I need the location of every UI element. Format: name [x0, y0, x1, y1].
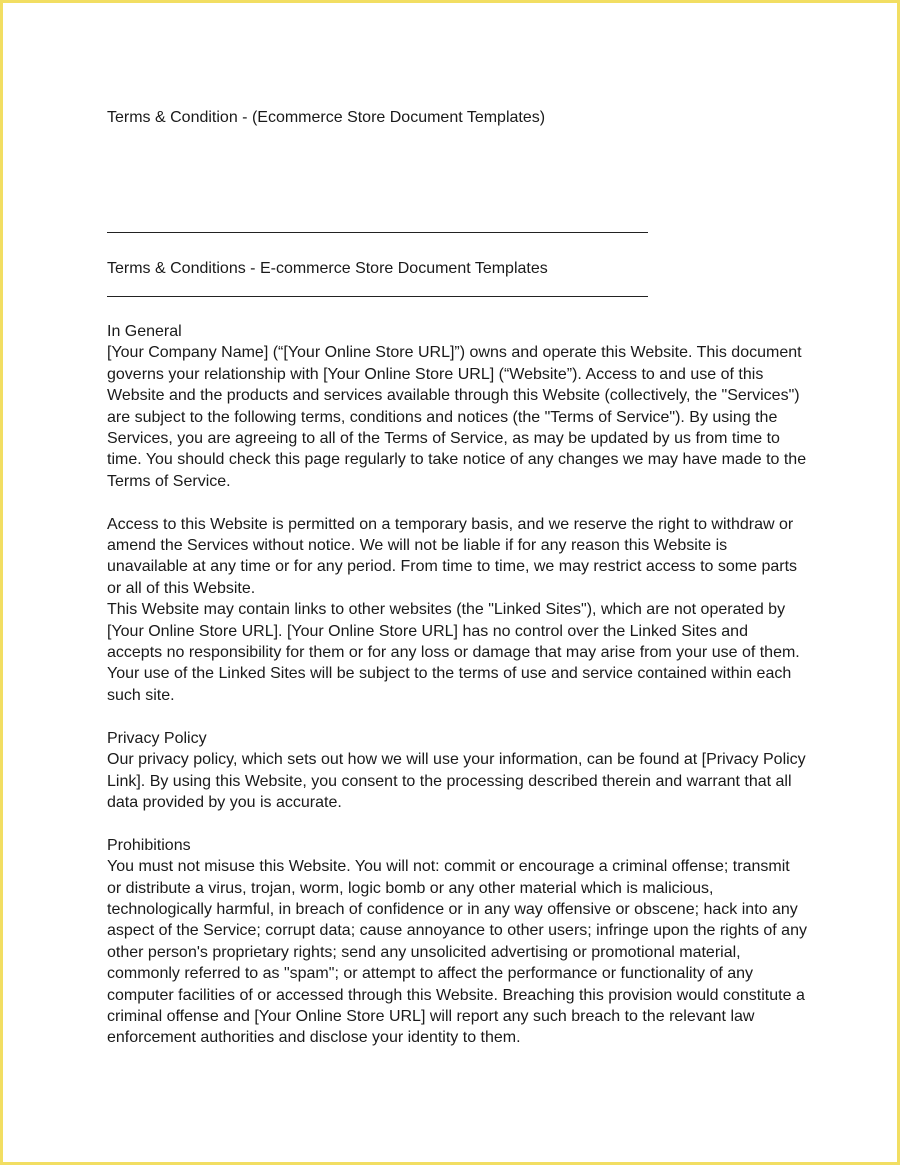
section-heading-prohibitions: Prohibitions: [107, 836, 191, 854]
document-body: [107, 321, 807, 1070]
paragraph-in-general: [Your Company Name] (“[Your Online Store URL]”) owns and operate this Website. This document governs your relationship with [Your Online Store URL] (“Website”). Access to and use of this Website and the products and services available through this Website (collectively, the "Services") are subject to the following terms, conditions and notices (the "Terms of Service"). By using the Services, you are agreeing to all of the Terms of Service, as may be updated by us from time to time. You should check this page regularly to take notice of any changes we may have made to the Terms of Service.: [107, 344, 807, 490]
section-privacy-policy: [107, 728, 807, 814]
section-heading-in-general: In General: [107, 323, 182, 340]
document-title: Terms & Condition - (Ecommerce Store Document Templates): [107, 109, 546, 126]
section-heading-privacy-policy: Privacy Policy: [107, 729, 207, 747]
section-in-general: [107, 321, 807, 492]
section-prohibitions: [107, 835, 807, 1049]
paragraph-access: Access to this Website is permitted on a temporary basis, and we reserve the right to withdraw or amend the Services without notice. We will not be liable if for any reason this Website is unavailable at any time or for any period. From time to time, we may restrict access to some parts or all of this Website.: [107, 515, 798, 597]
paragraph-prohibitions: You must not misuse this Website. You will not: commit or encourage a criminal offense; transmit or distribute a virus, trojan, worm, logic bomb or any other material which is malicious, technologically harmful, in breach of confidence or in any way offensive or obscene; hack into any aspect of the Service; corrupt data; cause annoyance to other users; infringe upon the rights of any other person's proprietary rights; send any unsolicited advertising or promotional material, commonly referred to as "spam"; or attempt to affect the performance or functionality of any computer facilities of or accessed through this Website. Breaching this provision would constitute a criminal offense and [Your Online Store URL] will report any such breach to the relevant law enforcement authorities and disclose your identity to them.: [107, 858, 807, 1047]
section-access: [107, 514, 807, 707]
paragraph-linked-sites: This Website may contain links to other websites (the "Linked Sites"), which are not operated by [Your Online Store URL]. [Your Online Store URL] has no control over the Linked Sites and accepts no responsibility for them or for any loss or damage that may arise from your use of them. Your use of the Linked Sites will be subject to the terms of use and service contained within each such site.: [107, 601, 800, 704]
paragraph-privacy-policy: Our privacy policy, which sets out how we will use your information, can be found at [Privacy Policy Link]. By using this Website, you consent to the processing described therein and warrant that all data provided by you is accurate.: [107, 751, 806, 811]
title-rule-top: [107, 232, 648, 233]
document-subtitle: Terms & Conditions - E-commerce Store Document Templates: [107, 260, 548, 277]
title-rule-bottom: [107, 296, 648, 297]
